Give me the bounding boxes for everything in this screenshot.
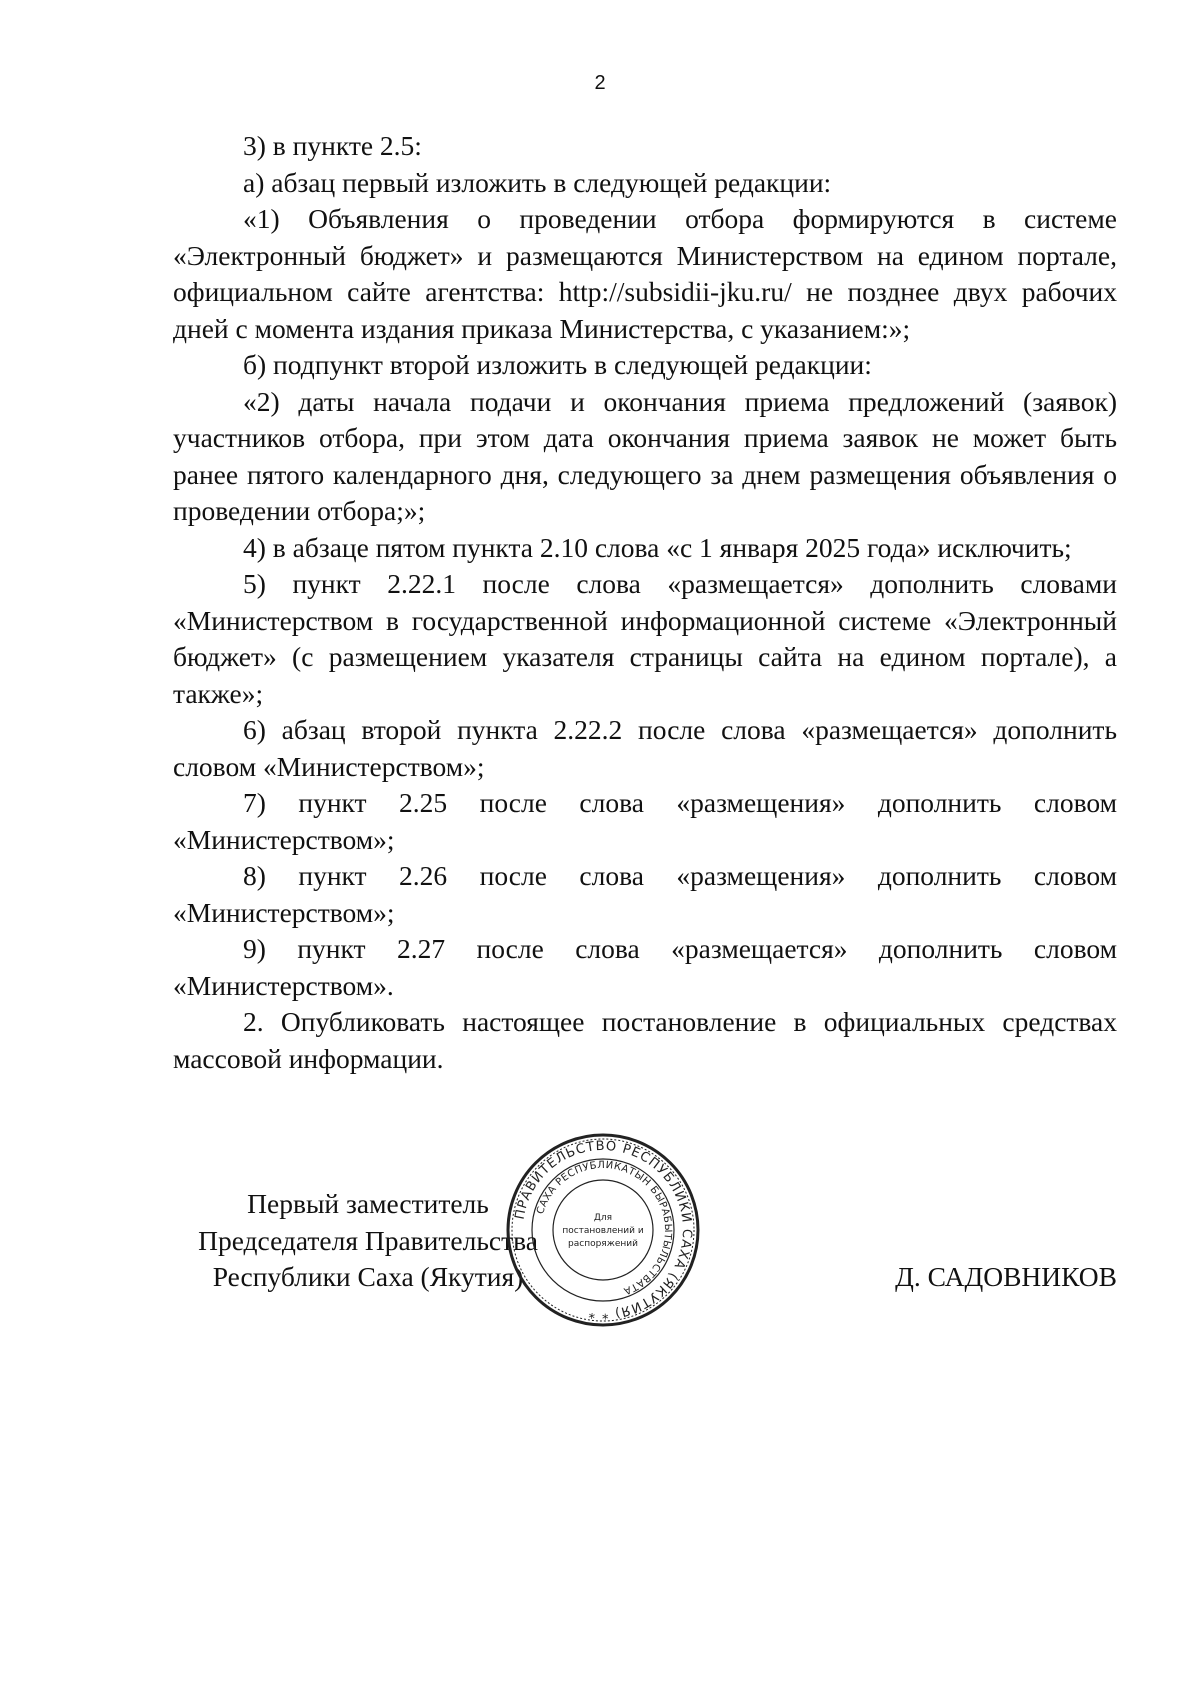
paragraph-quote-1: «1) Объявления о проведении отбора формируются в системе «Электронный бюджет» и размещаются Министерством на едином портале, официальном сайте агентства: http://subsidii-jku.ru/ не позднее двух рабочих дней с момента издания приказа Министерства, с указанием:»; <box>173 203 1117 344</box>
signatory-title-line: Первый заместитель <box>247 1188 489 1219</box>
paragraph-item-6: 6) абзац второй пункта 2.22.2 после слова «размещается» дополнить словом «Министерством»; <box>173 714 1117 782</box>
seal-center-line: распоряжений <box>568 1239 638 1249</box>
paragraph-item-3: 3) в пункте 2.5: <box>243 130 422 161</box>
official-seal-stamp <box>503 1130 703 1330</box>
paragraph-item-7: 7) пункт 2.25 после слова «размещения» дополнить словом «Министерством»; <box>173 787 1117 855</box>
paragraph-subitem-a: а) абзац первый изложить в следующей редакции: <box>243 166 832 198</box>
seal-outer-text: ПРАВИТЕЛЬСТВО РЕСПУБЛИКИ САХА (ЯКУТИЯ) * * <box>512 1138 695 1322</box>
paragraph-item-4: 4) в абзаце пятом пункта 2.10 слова «с 1 января 2025 года» исключить; <box>243 531 1072 563</box>
paragraph-item-9: 9) пункт 2.27 после слова «размещается» дополнить словом «Министерством». <box>173 933 1117 1001</box>
seal-center-line: постановлений и <box>562 1226 644 1236</box>
seal-inner-text: САХА РЕСПУБЛИКАТЫН БЫРАБЫТЫЛЬСТВАТА <box>535 1159 674 1297</box>
page-number: 2 <box>594 72 606 94</box>
paragraph-publish: 2. Опубликовать настоящее постановление в официальных средствах массовой информации. <box>173 1006 1117 1074</box>
seal-center-line: Для <box>593 1213 613 1223</box>
paragraph-item-5: 5) пункт 2.22.1 после слова «размещается» дополнить словами «Министерством в государственной информационной системе «Электронный бюджет» (с размещением указателя страницы сайта на едином портале), а также»; <box>173 568 1117 709</box>
document-body <box>173 128 1117 1077</box>
seal-graphic <box>503 1130 703 1330</box>
paragraph-item-8: 8) пункт 2.26 после слова «размещения» дополнить словом «Министерством»; <box>173 860 1117 928</box>
paragraph-subitem-b: б) подпункт второй изложить в следующей редакции: <box>243 349 872 380</box>
signatory-title-line: Республики Саха (Якутия) <box>212 1261 524 1292</box>
signatory-title-line: Председателя Правительства <box>198 1224 538 1256</box>
signatory-name: Д. САДОВНИКОВ <box>895 1261 1117 1292</box>
paragraph-quote-2: «2) даты начала подачи и окончания приема предложений (заявок) участников отбора, при этом дата окончания приема заявок не может быть ранее пятого календарного дня, следующего за днем размещения объявления о проведении отбора;»; <box>173 385 1117 526</box>
